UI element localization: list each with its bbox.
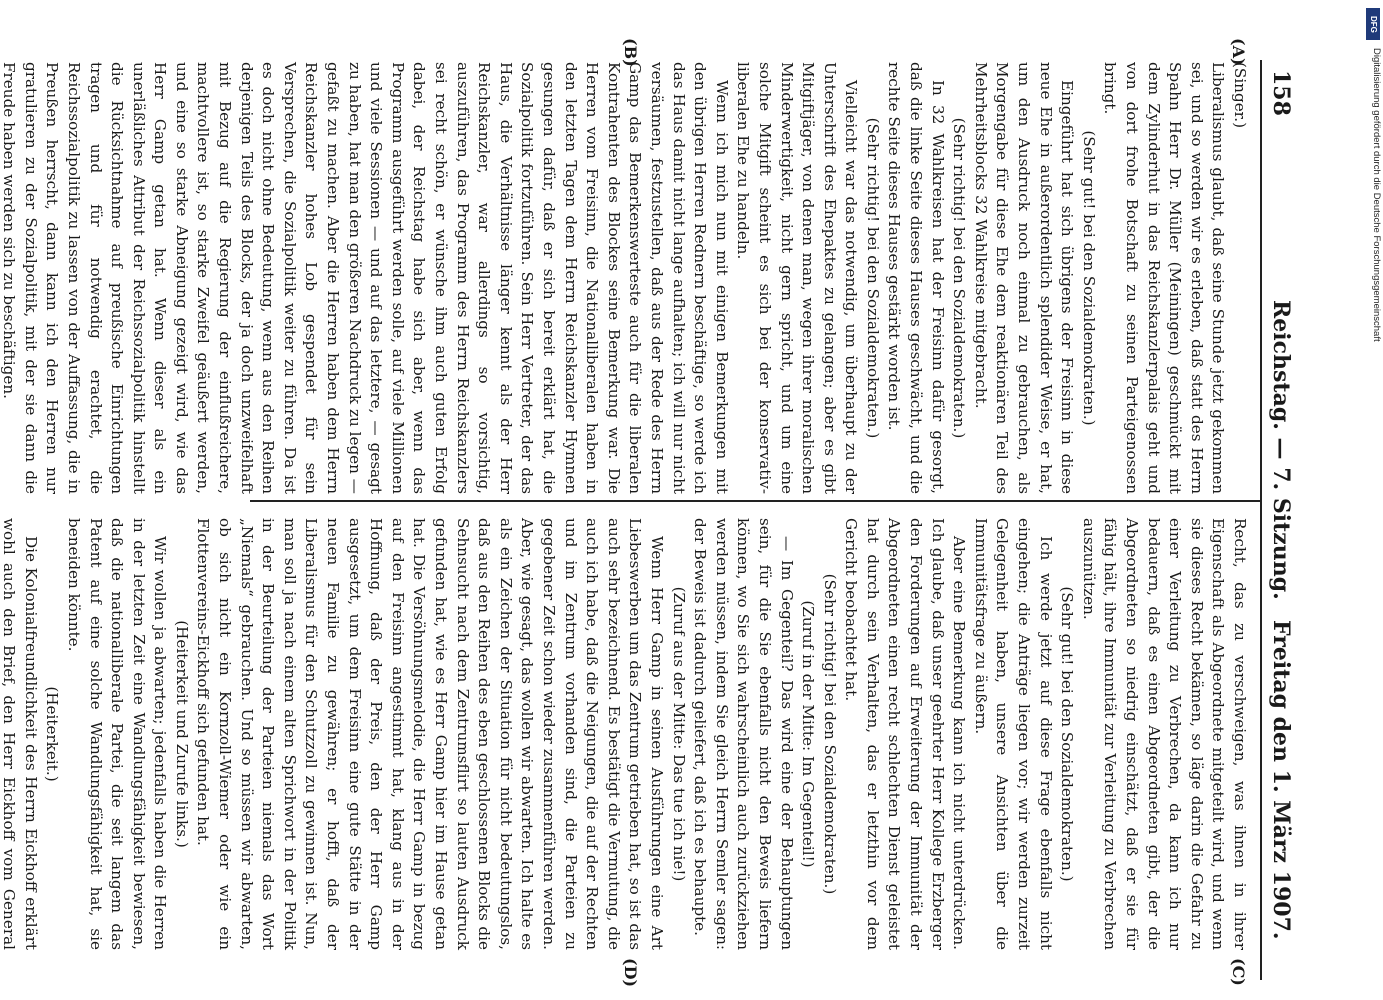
- paragraph: Vielleicht war das notwendig, um überhaupt zu der Unterschrift des Ehepaktes zu gelangen; aber es gibt Mitgiftjäger, von denen man, wegen ihrer moralischen Minderwertigkeit, nicht gern spricht, und um eine solche Mitgift scheint es sich bei der konservativ-liberalen Ehe zu handeln.: [734, 62, 861, 494]
- margin-marker-b: (B): [621, 38, 640, 67]
- digitization-note: Digitalisierung gefördert durch die Deutsche Forschungsgemeinschaft: [1371, 48, 1382, 342]
- paragraph: Ich werde jetzt auf diese Frage ebenfalls nicht eingehen; die Anträge liegen vor; wir werden zurzeit Gelegenheit haben, unsere Ansichten über die Immunitätsfrage zu äußern.: [971, 518, 1055, 950]
- interjection: (Heiterkeit und Zurufe links.): [172, 620, 191, 848]
- margin-marker-a: (A): [1229, 38, 1248, 66]
- paragraph: — Im Gegenteil? Das wird eine der Behauptungen sein, für die Sie ebenfalls nicht den Beweis liefern können, wo Sie sich wahrscheinlich auch zurückziehen werden müssen, indem Sie gleich Herrn Semler sagen: der Beweis ist dadurch geliefert, daß ich es behaupte.: [691, 518, 796, 950]
- paragraph: Aber eine Bemerkung kann ich nicht unterdrücken. Ich glaube, daß unser geehrter Herr Kollege Erzberger den Forderungen auf Erweiterung der Immunität der Abgeordneten einen recht schlechten Dienst geleistet hat durch sein Verhalten, das er letzthin vor dem Gericht beobachtet hat.: [842, 518, 969, 950]
- page-number: 158: [1268, 70, 1294, 116]
- left-column: [0, 62, 1250, 494]
- paragraph: Wir wollen ja abwarten; jedenfalls haben die Herren in der letzten Zeit eine Wandlungsfähigkeit bewiesen, daß die nationalliberale Partei, die seit langem das Patent auf eine solche Wandlungsfähigkeit hat, sie beneiden könnte.: [64, 518, 170, 950]
- interjection: (Sehr richtig! bei den Sozialdemokraten.): [820, 573, 839, 895]
- paragraph: Wenn ich mich nun mit einigen Bemerkungen mit den übrigen Herren Rednern beschäftige, so werde ich das Haus damit nicht lange aufhalten; ich will nur nicht versäumen, festzustellen, daß aus der Rede des Herrn Gamp das Bemerkenswerteste auch für die liberalen Kontrahenten des Blockes seine Bemerkung war. Die Herren vom Freisinn, die Nationalliberalen haben in den letzten Tagen dem Herrn Reichskanzler Hymnen gesungen dafür, daß er sich bereit erklärt hat, die Sozialpolitik fortzuführen. Sein Herr Vertreter, der das Haus, die Verhältnisse länger kennt als der Herr Reichskanzler, war allerdings so vorsichtig, auszuführen, das Programm des Herrn Reichskanzlers sei recht schön, er wünsche ihm auch guten Erfolg dabei, der Reichstag habe sich aber, wenn das Programm ausgeführt werden solle, auf viele Millionen und viele Sessionen — und auf das letztere, — gesagt zu haben, hat man den größeren Nachdruck zu legen — gefaßt zu machen. Aber die Herren haben dem Herrn Reichskanzler hohes Lob gespendet für sein Versprechen, die Sozialpolitik weiter zu führen. Da ist es doch nicht ohne Bedeutung, wenn aus den Reihen derjenigen Teils des Blocks, der ja doch unzweifelhaft mit Bezug auf die Regierung der einflußreichere, machtvollere ist, so starke Zweifel geäußert werden, und eine so starke Abneigung gezeigt wird, wie das Herr Gamp getan hat. Wenn dieser als ein unerläßliches Attribut der Reichssozialpolitik hinstellt die Rücksichtnahme auf preußische Einrichtungen tragen und für notwendig erachtet, die Reichssozialpolitik zu lassen von der Auffassung, die in Preußen herrscht, dann kann ich den Herren nur gratulieren zu der Sozialpolitik, mit der sie dann die Freude haben werden sich zu beschäftigen.: [0, 62, 731, 494]
- right-column: [0, 518, 1250, 950]
- interjection: (Sehr richtig! bei den Sozialdemokraten.): [950, 117, 969, 439]
- paragraph: Die Kolonialfreundlichkeit des Herrn Eickhoff erklärt wohl auch den Brief, den Herr Eickhoff vom General: [0, 518, 40, 950]
- column-divider: [250, 500, 1260, 502]
- interjection: (Sehr richtig! bei den Sozialdemokraten.): [863, 117, 882, 439]
- header-rule: [1260, 60, 1262, 980]
- interjection: (Sehr gut! bei den Sozialdemokraten.): [1079, 130, 1098, 426]
- running-header: [1268, 0, 1300, 1000]
- margin-marker-d: (D): [621, 958, 640, 988]
- dfg-logo: DFG: [1366, 8, 1380, 40]
- paragraph: Recht, das zu verschweigen, was ihnen in ihrer Eigenschaft als Abgeordnete mitgeteilt wird, und wenn sie dieses Recht bekämen, so läge darin die Gefahr zu einer Verleitung zu Verbrechen, da kann ich nur bedauern, daß es einen Abgeordneten gibt, der die Abgeordneten so niedrig einschätzt, daß er sie für fähig hält, ihre Immunität zur Verleitung zu Verbrechen auszunützen.: [1079, 518, 1249, 950]
- paragraph: Eingeführt hat sich übrigens der Freisinn in diese neue Ehe in außerordentlich splendider Weise, er hat, um den Ausdruck noch einmal zu gebrauchen, als Morgengabe für diese Ehe dem reaktionären Teil des Mehrheitsblocks 32 Wahlkreise mitgebracht.: [971, 62, 1077, 494]
- margin-marker-c: (C): [1229, 958, 1248, 986]
- interjection: (Heiterkeit.): [43, 686, 62, 782]
- running-title-right: Freitag den 1. März 1907.: [1268, 620, 1294, 940]
- interjection: (Sehr gut! bei den Sozialdemokraten.): [1058, 586, 1077, 882]
- interjection: (Zuruf aus der Mitte: Das tue ich nie!): [669, 586, 688, 882]
- paragraph: Wenn Herr Gamp in seinen Ausführungen eine Art Liebeswerben um das Zentrum getrieben hat, so ist das auch sehr bezeichnend. Es bestätigt die Vermutung, die auch ich habe, daß die Neigungen, die auf der Rechten und im Zentrum vorhanden sind, die Parteien zu gegebener Zeit schon wieder zusammenführen werden. Aber, wie gesagt, das wollen wir abwarten. Ich halte es als ein Zeichen der Situation für nicht bedeutungslos, daß aus den Reihen des eben geschlossenen Blocks die Sehnsucht nach dem Zentrumsflirt so lauten Ausdruck gefunden hat, wie es Herr Gamp hier im Hause getan hat. Die Versöhnungsmelodie, die Herr Gamp in bezug auf den Freisinn angestimmt hat, klang aus in der Hoffnung, daß der Preis, den der Herr Gamp ausgesetzt, um dem Freisinn eine gute Stätte in der neuen Familie zu gewähren; er hofft, daß der Liberalismus für den Schutzzoll zu gewinnen ist. Nun, man soll ja nach einem alten Sprichwort in der Politik in der Beurteilung der Parteien niemals das Wort „Niemals“ gebrauchen. Und so müssen wir abwarten, ob sich nicht ein Kornzoll-Wiemer oder wie ein Flottenvereins-Eickhoff sich gefunden hat.: [194, 518, 666, 950]
- paragraph: Liberalismus glaubt, daß seine Stunde jetzt gekommen sei, und so werden wir es erleben, daß statt des Herrn Spahn Herr Dr. Müller (Meiningen) geschmückt mit dem Zylinderhut in das Reichskanzlerpalais geht und von dort frohe Botschaft zu seinen Parteigenossen bringt.: [1101, 62, 1228, 494]
- paragraph: In 32 Wahlkreisen hat der Freisinn dafür gesorgt, daß die linke Seite dieses Hauses geschwächt, und die rechte Seite dieses Hauses gestärkt worden ist.: [885, 62, 947, 494]
- interjection: (Zuruf in der Mitte: Im Gegenteil!): [799, 600, 818, 868]
- speaker-name: (Singer.): [1231, 62, 1249, 129]
- running-title-left: Reichstag. — 7. Sitzung.: [1268, 300, 1294, 600]
